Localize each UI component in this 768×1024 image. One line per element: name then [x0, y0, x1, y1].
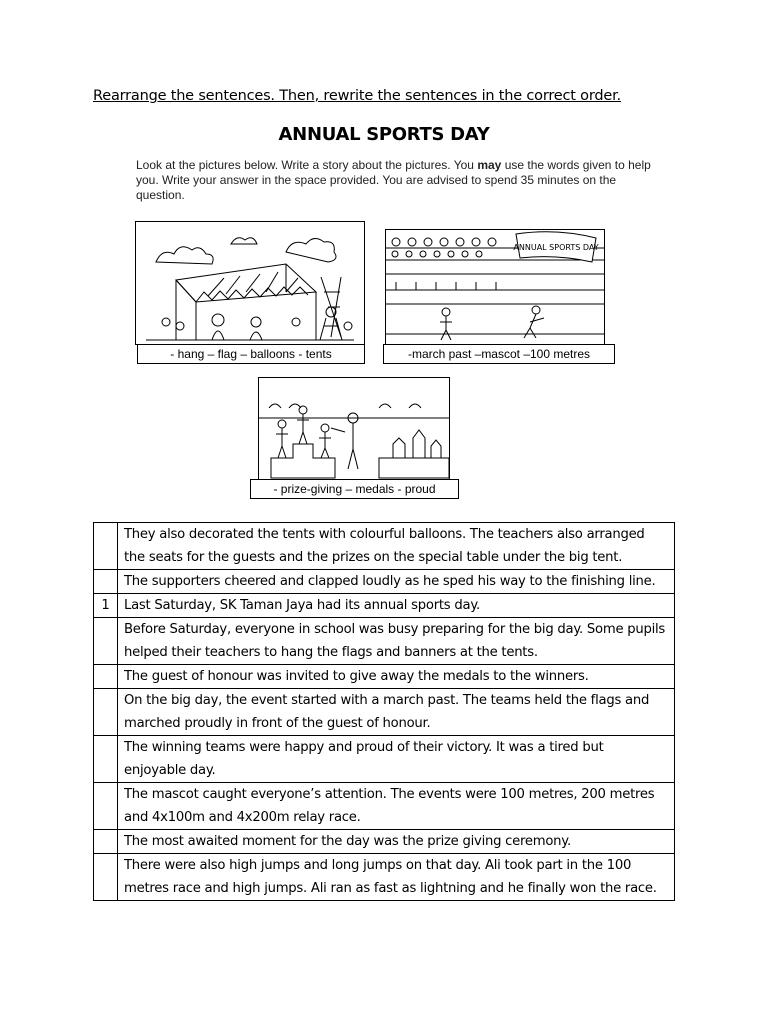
- stadium-sketch: [386, 230, 604, 344]
- order-number-cell[interactable]: [94, 830, 118, 854]
- order-number-cell[interactable]: [94, 783, 118, 830]
- order-number-cell[interactable]: [94, 570, 118, 594]
- table-row: [94, 783, 675, 830]
- sentence-cell: The supporters cheered and clapped loudly as he sped his way to the finishing line.: [118, 570, 675, 594]
- table-row: [94, 689, 675, 736]
- order-number-cell[interactable]: [94, 689, 118, 736]
- sentence-cell: They also decorated the tents with colourful balloons. The teachers also arranged the seats for the guests and the prizes on the special table under the big tent.: [118, 523, 675, 570]
- task-emphasis: may: [477, 158, 502, 172]
- order-number-cell[interactable]: [94, 523, 118, 570]
- caption-prize-giving: - prize-giving – medals - proud: [250, 479, 459, 499]
- page-title: ANNUAL SPORTS DAY: [278, 124, 490, 145]
- table-row: [94, 854, 675, 901]
- table-row: [94, 665, 675, 689]
- prize-sketch: [259, 378, 449, 480]
- sentence-cell: The most awaited moment for the day was the prize giving ceremony.: [118, 830, 675, 854]
- order-number-cell[interactable]: [94, 618, 118, 665]
- sentence-cell: The mascot caught everyone’s attention. The events were 100 metres, 200 metres and 4x100m and 4x200m relay race.: [118, 783, 675, 830]
- picture-tents: [135, 221, 365, 345]
- task-text-before: Look at the pictures below. Write a story about the pictures. You: [136, 158, 478, 172]
- sentence-order-table: [93, 522, 675, 901]
- order-number-cell[interactable]: 1: [94, 594, 118, 618]
- sentence-cell: The winning teams were happy and proud of their victory. It was a tired but enjoyable day.: [118, 736, 675, 783]
- caption-march-past: -march past –mascot –100 metres: [383, 344, 615, 364]
- picture-prize-giving: [258, 377, 450, 481]
- order-number-cell[interactable]: [94, 854, 118, 901]
- table-row: [94, 618, 675, 665]
- table-row: [94, 594, 675, 618]
- task-text-after: use the words given to help you. Write your answer in the space provided. You are advised to spend 35 minutes on the question.: [136, 158, 651, 202]
- sentence-cell: Before Saturday, everyone in school was busy preparing for the big day. Some pupils helped their teachers to hang the flags and banners at the tents.: [118, 618, 675, 665]
- order-number-cell[interactable]: [94, 665, 118, 689]
- picture-march-past: [385, 229, 605, 345]
- table-row: [94, 736, 675, 783]
- table-row: [94, 523, 675, 570]
- order-number-cell[interactable]: [94, 736, 118, 783]
- sentence-cell: There were also high jumps and long jumps on that day. Ali took part in the 100 metres race and high jumps. Ali ran as fast as lightning and he finally won the race.: [118, 854, 675, 901]
- sentence-cell: The guest of honour was invited to give away the medals to the winners.: [118, 665, 675, 689]
- table-row: [94, 830, 675, 854]
- instruction-text: Rearrange the sentences. Then, rewrite the sentences in the correct order.: [93, 88, 621, 104]
- table-row: [94, 570, 675, 594]
- sentence-cell: Last Saturday, SK Taman Jaya had its annual sports day.: [118, 594, 675, 618]
- caption-tents: - hang – flag – balloons - tents: [137, 344, 365, 364]
- banner-text: ANNUAL SPORTS DAY: [513, 243, 599, 252]
- tent-sketch: [136, 222, 364, 344]
- task-instructions: [136, 158, 656, 203]
- sentence-cell: On the big day, the event started with a march past. The teams held the flags and marched proudly in front of the guest of honour.: [118, 689, 675, 736]
